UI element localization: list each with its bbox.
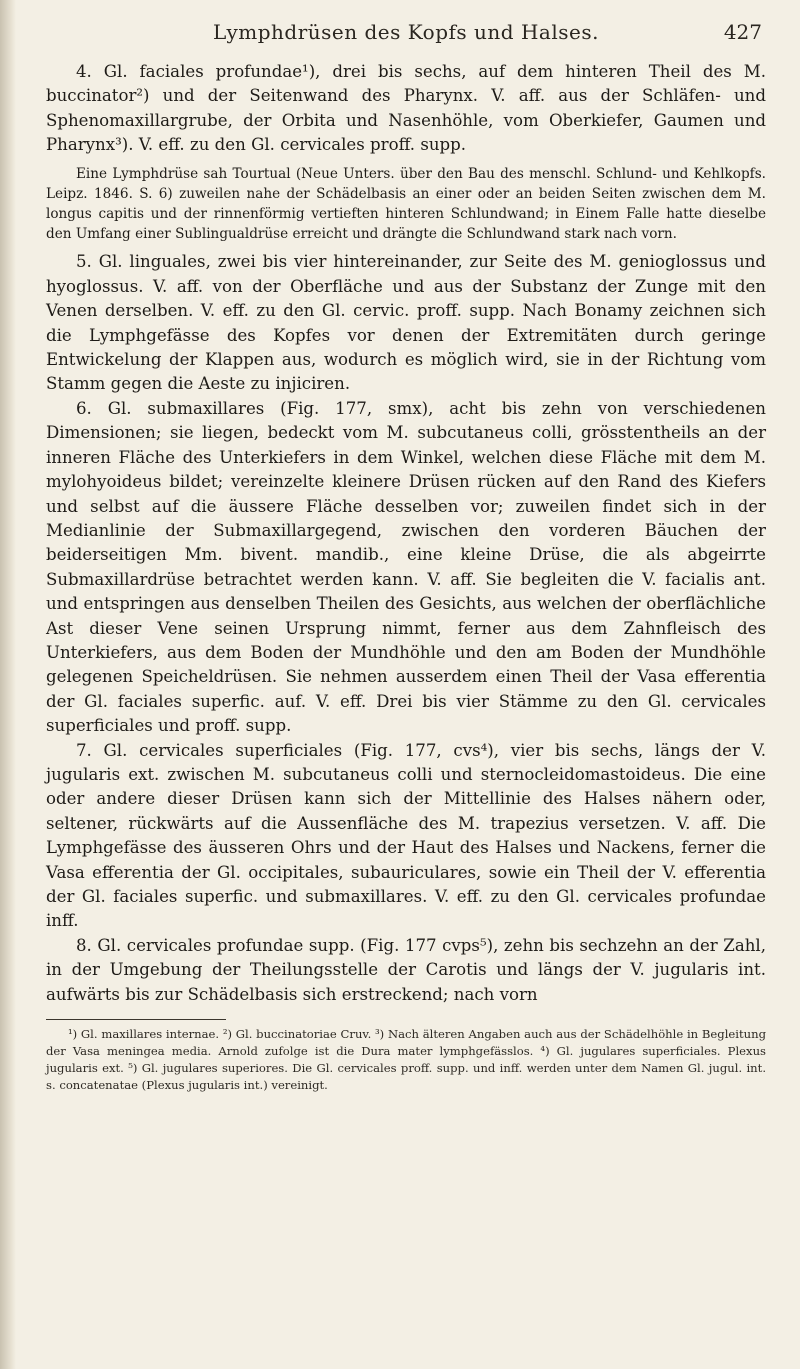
running-head: Lymphdrüsen des Kopfs und Halses.	[213, 20, 599, 44]
paragraph-gl-cervicales-profundae: 8. Gl. cervicales profundae supp. (Fig. 177 cvps⁵), zehn bis sechzehn an der Zahl, in der Umgebung der Theilungsstelle der Carotis und längs der V. jugularis int. aufwärts bis zur Schädelbasis sich erstreckend; nach vorn	[46, 935, 766, 1004]
book-spine-shadow	[0, 0, 16, 1369]
main-text	[46, 60, 766, 1007]
page-number: 427	[723, 20, 762, 44]
footnotes	[46, 1026, 766, 1094]
paragraph-gl-linguales: 5. Gl. linguales, zwei bis vier hintereinander, zur Seite des M. genioglossus und hyoglossus. V. aff. von der Oberfläche und aus der Substanz der Zunge mit den Venen derselben. V. eff. zu den Gl. cervic. proff. supp. Nach Bonamy zeichnen sich die Lymphgefässe des Kopfes vor denen der Extremitäten durch geringe Entwickelung der Klappen aus, wodurch es möglich wird, sie in der Richtung vom Stamm gegen die Aeste zu injiciren.	[46, 252, 766, 394]
page-header	[46, 16, 766, 60]
footnote-text: ¹) Gl. maxillares internae. ²) Gl. buccinatoriae Cruv. ³) Nach älteren Angaben auch aus der Schädelhöhle in Begleitung der Vasa meningea media. Arnold zufolge ist die Dura mater lymphgefässlos. ⁴) Gl. jugulares superficiales. Plexus jugularis ext. ⁵) Gl. jugulares superiores. Die Gl. cervicales proff. supp. und inff. werden unter dem Namen Gl. jugul. int. s. concatenatae (Plexus jugularis int.) vereinigt.	[46, 1027, 766, 1093]
book-page	[46, 16, 766, 1094]
paragraph-gl-cervicales-superficiales: 7. Gl. cervicales superficiales (Fig. 177, cvs⁴), vier bis sechs, längs der V. jugularis ext. zwischen M. subcutaneus colli und sternocleidomastoideus. Die eine oder andere dieser Drüsen kann sich der Mittellinie des Halses nähern oder, seltener, rückwärts auf die Aussenfläche des M. trapezius versetzen. V. aff. Die Lymphgefässe des äusseren Ohrs und der Haut des Halses und Nackens, ferner die Vasa efferentia der Gl. occipitales, subauriculares, sowie ein Theil der V. efferentia der Gl. faciales superfic. und submaxillares. V. eff. zu den Gl. cervicales profundae inff.	[46, 740, 766, 931]
paragraph-gl-submaxillares: 6. Gl. submaxillares (Fig. 177, smx), acht bis zehn von verschiedenen Dimensionen; sie liegen, bedeckt vom M. subcutaneus colli, grösstentheils an der inneren Fläche des Unterkiefers in dem Winkel, welchen diese Fläche mit dem M. mylohyoideus bildet; vereinzelte kleinere Drüsen rücken auf den Rand des Kiefers und selbst auf die äussere Fläche desselben vor; zuweilen findet sich in der Medianlinie der Submaxillargegend, zwischen den vorderen Bäuchen der beiderseitigen Mm. bivent. mandib., eine kleine Drüse, die als abgeirrte Submaxillardrüse betrachtet werden kann. V. aff. Sie begleiten die V. facialis ant. und entspringen aus denselben Theilen des Gesichts, aus welchen der oberflächliche Ast dieser Vene seinen Ursprung nimmt, ferner aus dem Zahnfleisch des Unterkiefers, aus dem Boden der Mundhöhle und den am Boden der Mundhöhle gelegenen Speicheldrüsen. Sie nehmen ausserdem einen Theil der Vasa efferentia der Gl. faciales superfic. auf. V. eff. Drei bis vier Stämme zu den Gl. cervicales superficiales und proff. supp.	[46, 398, 766, 736]
small-print-note-tourtual: Eine Lymphdrüse sah Tourtual (Neue Unters. über den Bau des menschl. Schlund- und Kehlkopfs. Leipz. 1846. S. 6) zuweilen nahe der Schädelbasis an einer oder an beiden Seiten zwischen dem M. longus capitis und der rinnenförmig vertieften hinteren Schlundwand; in Einem Falle hatte dieselbe den Umfang einer Sublingualdrüse erreicht und drängte die Schlundwand stark nach vorn.	[46, 165, 766, 243]
paragraph-gl-faciales-profundae: 4. Gl. faciales profundae¹), drei bis sechs, auf dem hinteren Theil des M. buccinator²) und der Seitenwand des Pharynx. V. aff. aus der Schläfen- und Sphenomaxillargrube, der Orbita und Nasenhöhle, vom Oberkiefer, Gaumen und Pharynx³). V. eff. zu den Gl. cervicales proff. supp.	[46, 62, 766, 155]
footnote-divider	[46, 1019, 226, 1020]
